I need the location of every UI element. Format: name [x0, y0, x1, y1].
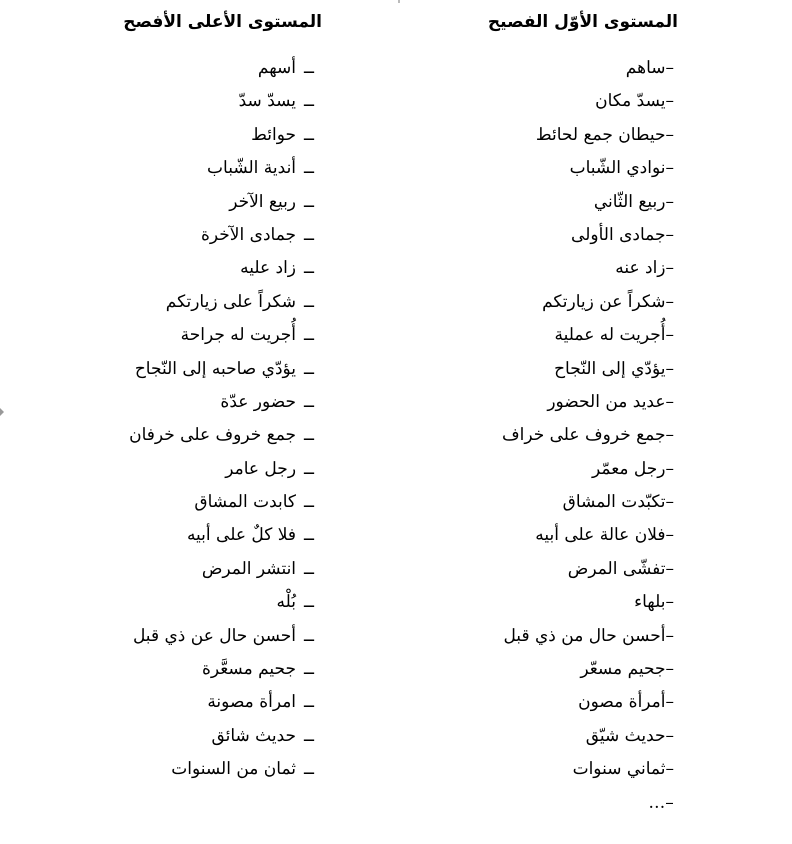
first-level-list [502, 52, 674, 820]
dash-marker: ــ [304, 425, 314, 446]
list-item [129, 419, 314, 452]
list-item [502, 152, 674, 185]
list-item [129, 753, 314, 786]
list-item-text: جحيم مسعَّرة [201, 659, 297, 680]
list-item-text: حضور عدّة [220, 391, 297, 412]
list-item [502, 453, 674, 486]
dash-marker: ــ [304, 525, 314, 546]
list-item [129, 386, 314, 419]
list-item-text: حوائط [251, 124, 297, 145]
list-item-text: –أمرأة مصون [578, 692, 674, 713]
list-item [502, 753, 674, 786]
list-item-text: –ثماني سنوات [572, 759, 674, 780]
dash-marker: ــ [304, 124, 314, 145]
list-item-text: ربيع الآخر [229, 191, 297, 212]
list-item-text: –زاد عنه [615, 258, 674, 279]
list-item-text: –جمادى الأولى [571, 224, 674, 245]
list-item [502, 119, 674, 152]
dash-marker: ــ [304, 258, 314, 279]
list-item-text: –شكراً عن زيارتكم [542, 291, 674, 312]
list-item-text: –ساهم [625, 58, 674, 78]
list-item-text: –فلان عالة على أبيه [535, 525, 674, 546]
list-item-text: –ربيع الثّاني [593, 191, 674, 212]
list-item [129, 686, 314, 719]
margin-arrow-icon [0, 408, 4, 416]
dash-marker: ــ [304, 759, 314, 780]
list-item [502, 386, 674, 419]
list-item [129, 52, 314, 85]
list-item-text: –تفشّى المرض [567, 558, 674, 579]
list-item [502, 319, 674, 352]
list-item-text: كابدت المشاق [194, 492, 297, 513]
column-first-heading: المستوى الأوّل الفصيح [487, 12, 678, 32]
list-item [129, 519, 314, 552]
list-item [502, 85, 674, 118]
list-item-text: يسدّ سدّ [238, 91, 297, 112]
list-item-text: –أحسن حال من ذي قبل [503, 625, 674, 646]
list-item-text: –جمع خروف على خراف [502, 425, 674, 446]
list-item [129, 219, 314, 252]
dash-marker: ــ [304, 659, 314, 680]
list-item [502, 586, 674, 619]
list-item-text: أندية الشّباب [207, 158, 297, 179]
list-item-text: جمع خروف على خرفان [129, 425, 297, 446]
list-item [502, 620, 674, 653]
list-item-text: –... [648, 792, 674, 813]
list-item [129, 319, 314, 352]
dash-marker: ــ [304, 458, 314, 479]
dash-marker: ــ [304, 558, 314, 579]
dash-marker: ــ [304, 325, 314, 346]
dash-marker: ــ [304, 692, 314, 713]
dash-marker: ــ [304, 391, 314, 412]
list-item [129, 252, 314, 285]
list-item-text: –تكبّدت المشاق [562, 492, 674, 513]
list-item [502, 286, 674, 319]
list-item [129, 553, 314, 586]
list-item-text: –بلهاء [634, 592, 674, 613]
list-item [129, 586, 314, 619]
list-item-text: امرأة مصونة [207, 692, 297, 713]
dash-marker: ــ [304, 91, 314, 112]
list-item [129, 186, 314, 219]
list-item [502, 419, 674, 452]
list-item-text: ثمان من السنوات [171, 759, 297, 780]
list-item [129, 152, 314, 185]
list-item-text: بُلْه [276, 592, 297, 613]
list-item [502, 186, 674, 219]
list-item-text: انتشر المرض [201, 558, 297, 579]
list-item-text: أُجريت له جراحة [180, 325, 297, 346]
list-item-text: –يؤدّي إلى النّجاح [554, 358, 674, 379]
list-item-text: –يسدّ مكان [595, 91, 674, 112]
list-item-text: زاد عليه [240, 258, 297, 279]
dash-marker: ــ [304, 224, 314, 245]
list-item [129, 486, 314, 519]
list-item [129, 85, 314, 118]
list-item-text: رجل عامر [225, 458, 297, 479]
list-item [129, 286, 314, 319]
list-item-text: أحسن حال عن ذي قبل [132, 625, 297, 646]
list-item [502, 519, 674, 552]
list-item [129, 453, 314, 486]
list-item [502, 720, 674, 753]
list-item [502, 553, 674, 586]
list-item-text: –أُجريت له عملية [554, 325, 674, 346]
list-item [129, 720, 314, 753]
dash-marker: ــ [304, 358, 314, 379]
list-item-text: –جحيم مسعّر [580, 659, 674, 680]
list-item [502, 252, 674, 285]
dash-marker: ــ [304, 492, 314, 513]
column-higher-heading: المستوى الأعلى الأفصح [123, 12, 322, 32]
list-item-text: فلا كلٌ على أبيه [186, 525, 297, 546]
list-item-text: –حيطان جمع لحائط [535, 124, 674, 145]
list-item [129, 119, 314, 152]
dash-marker: ــ [304, 291, 314, 312]
list-item [129, 653, 314, 686]
list-item [502, 486, 674, 519]
list-item [502, 787, 674, 820]
list-item-text: شكراً على زيارتكم [165, 291, 297, 312]
list-item [129, 353, 314, 386]
higher-level-list [129, 52, 314, 787]
dash-marker: ــ [304, 592, 314, 613]
list-item-text: جمادى الآخرة [201, 224, 297, 245]
list-item-text: –رجل معمّر [591, 458, 674, 479]
list-item [502, 653, 674, 686]
list-item-text: يؤدّي صاحبه إلى النّجاح [134, 358, 297, 379]
dash-marker: ــ [304, 625, 314, 646]
dash-marker: ــ [304, 191, 314, 212]
list-item [502, 353, 674, 386]
list-item [502, 686, 674, 719]
list-item [129, 620, 314, 653]
list-item-text: –نوادي الشّباب [569, 158, 674, 179]
dash-marker: ــ [304, 725, 314, 746]
dash-marker: ــ [304, 158, 314, 179]
list-item [502, 219, 674, 252]
list-item-text: –حديث شيّق [585, 725, 674, 746]
list-item [502, 52, 674, 85]
list-item-text: أسهم [257, 58, 297, 78]
list-item-text: حديث شائق [211, 725, 297, 746]
list-item-text: –عديد من الحضور [547, 391, 674, 412]
page-top-marker [398, 0, 400, 3]
dash-marker: ــ [304, 58, 314, 78]
